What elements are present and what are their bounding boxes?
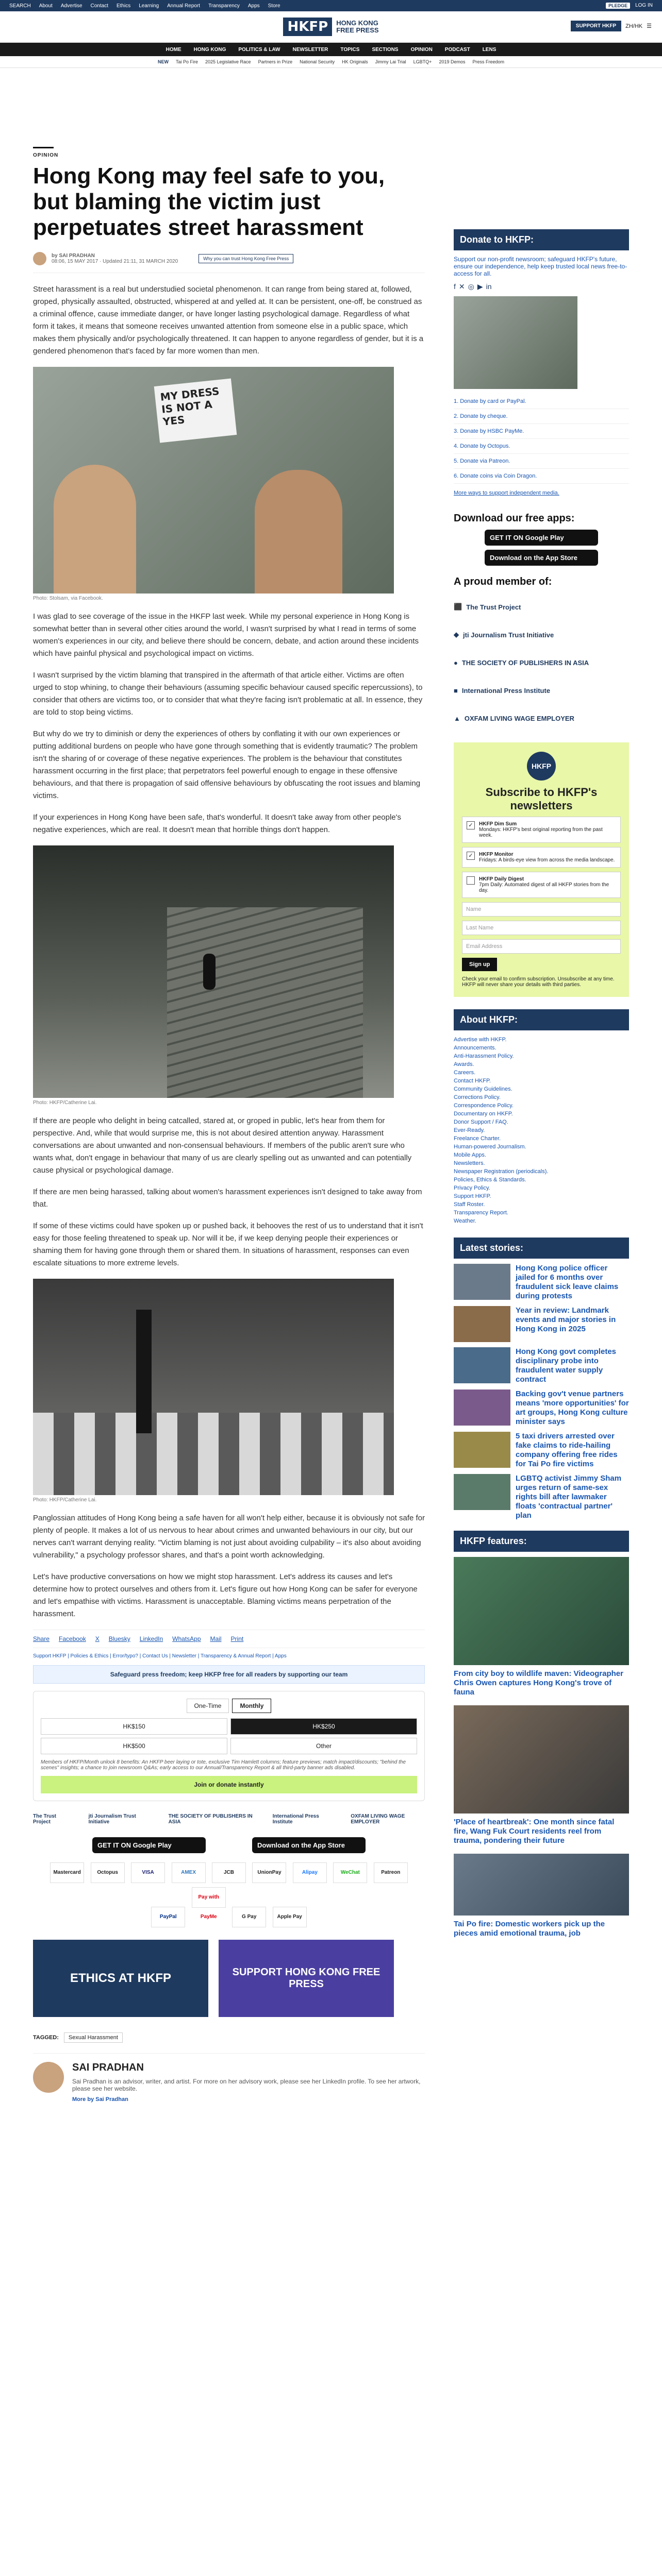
site-header <box>0 11 662 43</box>
staircase <box>167 907 363 1098</box>
donate-intro[interactable]: Support our non-profit newsroom; safeguard HKFP's future, ensure our independence, help keep trusted local news free-to-access for all. <box>454 256 627 277</box>
top-utility-bar <box>0 0 662 11</box>
about-link[interactable]: Privacy Policy. <box>454 1185 490 1191</box>
jcb-icon: JCB <box>212 1862 246 1883</box>
about-link[interactable]: Policies, Ethics & Standards. <box>454 1177 526 1183</box>
support-links[interactable]: Support HKFP | Policies & Ethics | Error/typo? | Contact Us | Newsletter | Transparency & Annual Report | Apps <box>33 1653 287 1659</box>
patreon-icon: Patreon <box>374 1862 408 1883</box>
donate-option[interactable]: 2. Donate by cheque. <box>454 409 629 424</box>
article-title: Hong Kong may feel safe to you, but blaming the victim just perpetuates street harassment <box>33 163 385 240</box>
site-logo[interactable] <box>283 18 378 36</box>
about-links <box>454 1030 629 1230</box>
member-oxfam[interactable]: ▲ OXFAM LIVING WAGE EMPLOYER <box>454 714 574 722</box>
newsletter-box <box>454 742 629 997</box>
about-link[interactable]: Transparency Report. <box>454 1210 508 1216</box>
about-link[interactable]: Careers. <box>454 1070 476 1076</box>
logo-mark: HKFP <box>283 18 332 36</box>
story-thumbnail <box>454 1432 510 1468</box>
amount-250[interactable]: HK$250 <box>230 1718 417 1735</box>
feature-stories <box>454 1557 629 1938</box>
support-promo[interactable]: SUPPORT HONG KONG FREE PRESS <box>219 1940 394 2017</box>
join-button[interactable]: Join or donate instantly <box>41 1776 417 1793</box>
member-heading: A proud member of: <box>454 576 552 587</box>
newsletter-note: Check your email to confirm subscription. Unsubscribe at any time. HKFP will never share your details with third parties. <box>462 976 615 988</box>
share-label[interactable]: Share <box>33 1635 50 1642</box>
trending-label: NEW <box>157 59 169 64</box>
paragraph: If some of these victims could have spoken up or pushed back, it behooves the rest of us to understand that it isn't easy for those feeling threatened to speak up. Nor will it be, if we keep denying people their experiences or shaming them for having gone through them or shared them. In situations of harassment, responses can even escalate situations to more extreme levels. <box>33 1222 423 1267</box>
email-field[interactable]: Email Address <box>462 939 621 954</box>
story-thumbnail <box>454 1306 510 1342</box>
tag-sexual-harassment[interactable]: Sexual Harassment <box>64 2032 123 2043</box>
topbar-right <box>606 3 653 9</box>
checkbox-icon[interactable] <box>467 876 475 885</box>
language-switch[interactable]: ZH/HK <box>625 23 643 29</box>
newsletter-option[interactable]: ✓ HKFP Dim Sum Mondays: HKFP's best original reporting from the past week. <box>462 817 621 843</box>
amount-500[interactable]: HK$500 <box>41 1738 227 1754</box>
story-thumbnail <box>454 1389 510 1426</box>
trending-item[interactable]: Partners in Prize <box>258 59 293 64</box>
last-name-field[interactable]: Last Name <box>462 921 621 935</box>
about-link[interactable]: Community Guidelines. <box>454 1086 512 1092</box>
store-link[interactable]: Store <box>268 3 280 9</box>
nav-lens[interactable]: LENS <box>482 46 496 53</box>
member-logos-row <box>33 1814 425 1825</box>
menu-icon[interactable]: ☰ <box>647 23 652 29</box>
about-link[interactable]: Documentary on HKFP. <box>454 1111 513 1117</box>
share-bluesky[interactable]: Bluesky <box>108 1635 130 1642</box>
share-whatsapp[interactable]: WhatsApp <box>172 1635 201 1642</box>
about-link[interactable]: Newsletters. <box>454 1160 485 1166</box>
latest-heading: Latest stories: <box>454 1238 629 1259</box>
kicker-rule <box>33 147 54 148</box>
oxfam-icon: ▲ <box>454 714 460 722</box>
header-actions <box>571 21 652 31</box>
sopa-icon: ● <box>454 658 458 667</box>
about-link[interactable]: Anti-Harassment Policy. <box>454 1053 514 1059</box>
about-link[interactable]: Weather. <box>454 1218 476 1224</box>
about-link[interactable]: Awards. <box>454 1061 474 1067</box>
donate-option[interactable]: 4. Donate by Octopus. <box>454 439 629 454</box>
byline-text <box>52 253 178 264</box>
share-facebook[interactable]: Facebook <box>59 1635 86 1642</box>
google-pay-icon: G Pay <box>232 1907 266 1927</box>
search-link[interactable]: SEARCH <box>9 3 31 9</box>
donate-option[interactable]: 1. Donate by card or PayPal. <box>454 394 629 409</box>
paragraph: If there are men being harassed, talking about women's harassment experiences isn't designed to take away from that. <box>33 1188 422 1209</box>
transparency-link[interactable]: Transparency <box>208 3 240 9</box>
about-link[interactable]: Human-powered Journalism. <box>454 1144 526 1150</box>
photo-caption: Photo: HKFP/Catherine Lai. <box>33 1497 97 1503</box>
google-play-badge[interactable]: GET IT ON Google Play <box>92 1837 206 1853</box>
trending-item[interactable]: National Security <box>300 59 335 64</box>
app-store-badge[interactable]: Download on the App Store <box>485 550 598 566</box>
octopus-icon: Octopus <box>91 1862 125 1883</box>
author-info <box>72 2062 425 2103</box>
pledge-button[interactable]: PLEDGE <box>606 3 630 9</box>
trust-project-logo[interactable]: The Trust Project <box>33 1814 57 1825</box>
amount-other[interactable]: Other <box>230 1738 417 1754</box>
tags-label: TAGGED: <box>33 2035 59 2041</box>
apps-link[interactable]: Apps <box>247 3 260 9</box>
about-link[interactable]: Staff Roster. <box>454 1201 485 1208</box>
author-avatar <box>33 252 46 265</box>
nav-sections[interactable]: SECTIONS <box>372 46 399 53</box>
nav-podcast[interactable]: PODCAST <box>444 46 470 53</box>
author-name[interactable]: by SAI PRADHAN <box>52 253 95 259</box>
checkbox-checked-icon[interactable]: ✓ <box>467 821 475 829</box>
about-link[interactable]: Announcements. <box>454 1045 496 1051</box>
amex-icon: AMEX <box>172 1862 206 1883</box>
app-store-badge[interactable]: Download on the App Store <box>252 1837 366 1853</box>
member-sopa[interactable]: ● THE SOCIETY OF PUBLISHERS IN ASIA <box>454 658 589 667</box>
author-bio: Sai Pradhan is an advisor, writer, and artist. For more on her advisory work, please see her LinkedIn profile. To see her artwork, please see her website. <box>72 2078 421 2092</box>
latest-story[interactable]: Year in review: Landmark events and major stories in Hong Kong in 2025 <box>454 1306 629 1342</box>
stairs-photo <box>33 845 394 1098</box>
linkedin-icon[interactable]: in <box>486 282 492 291</box>
person-figure <box>136 1310 152 1433</box>
features-heading: HKFP features: <box>454 1531 629 1552</box>
crosswalk <box>33 1413 394 1495</box>
sopa-logo[interactable]: THE SOCIETY OF PUBLISHERS IN ASIA <box>168 1814 253 1825</box>
paragraph: Let's have productive conversations on how we might stop harassment. Let's address its causes and let's determine how to protect ourselves and others from it. Let's figure out how Hong Kong can be safer for everyone and let's empathise with victims. Harassment is unacceptable. Blaming victims means perpetration of the harassment. <box>33 1572 418 1618</box>
article-kicker[interactable]: OPINION <box>33 152 59 158</box>
monthly-option[interactable]: Monthly <box>232 1699 271 1713</box>
paragraph: Panglossian attitudes of Hong Kong being a safe haven for all won't help either, because it is obviously not safe for plenty of people. It makes a lot of us nervous to hear about crimes and unwanted behaviours in our city, but our nerves can't warrant denying reality. "Victim blaming is not just about avoiding culpability – it's also about avoiding vulnerability," a psychology professor shares, and that's a point worth acknowledging. <box>33 1514 425 1560</box>
person-figure <box>203 954 216 990</box>
amount-150[interactable]: HK$150 <box>41 1718 227 1735</box>
visa-icon: VISA <box>131 1862 165 1883</box>
feature-title[interactable]: 'Place of heartbreak': One month since fatal fire, Wang Fuk Court residents reel from trauma, pondering their future <box>454 1818 615 1845</box>
member-jti[interactable]: ◆ jti Journalism Trust Initiative <box>454 631 554 639</box>
member-benefits-note: Members of HKFP/Month unlock 8 benefits: An HKFP beer laying or tote, exclusive Tim Hamlett columns; feature previews; match impact/discounts; "behind the scenes" insights; a chance to join newsroom Q&As; early access to our Annual/Transparency Report & all third-party banner ads disabled. <box>41 1759 406 1771</box>
wechat-pay-icon: WeChat <box>333 1862 367 1883</box>
about-link[interactable]: Support HKFP. <box>454 1193 491 1199</box>
social-icons <box>454 282 629 291</box>
article-date: 08:06, 15 MAY 2017 · Updated 21:11, 31 MARCH 2020 <box>52 259 178 264</box>
unionpay-icon: UnionPay <box>252 1862 286 1883</box>
share-bar <box>33 1630 425 1648</box>
nav-home[interactable]: HOME <box>166 46 181 53</box>
ipi-icon: ■ <box>454 686 458 694</box>
checkbox-checked-icon[interactable]: ✓ <box>467 852 475 860</box>
byline <box>33 252 425 273</box>
main-nav <box>0 43 662 56</box>
ethics-link[interactable]: Ethics <box>116 3 131 9</box>
learning-link[interactable]: Learning <box>139 3 159 9</box>
ethics-promo[interactable]: ETHICS AT HKFP <box>33 1940 208 2017</box>
more-ways-link[interactable]: More ways to support independent media. <box>454 490 559 496</box>
mastercard-icon: Mastercard <box>50 1862 84 1883</box>
hkfp-badge-icon: HKFP <box>527 752 556 781</box>
about-link[interactable]: Corrections Policy. <box>454 1094 501 1100</box>
donate-option[interactable]: 6. Donate coins via Coin Dragon. <box>454 469 629 484</box>
sidebar <box>454 229 629 1938</box>
latest-story[interactable]: LGBTQ activist Jimmy Sham urges return of same-sex rights bill after lawmaker floats 'contractual partner' plan <box>454 1474 629 1520</box>
donate-option[interactable]: 3. Donate by HSBC PayMe. <box>454 424 629 439</box>
oxfam-logo[interactable]: OXFAM LIVING WAGE EMPLOYER <box>351 1814 405 1825</box>
author-avatar <box>33 2062 64 2093</box>
apple-pay-icon: Apple Pay <box>273 1907 307 1927</box>
google-play-badge[interactable]: GET IT ON Google Play <box>485 530 598 546</box>
signup-button[interactable]: Sign up <box>462 958 497 971</box>
crossing-photo <box>33 1279 394 1495</box>
trending-item[interactable]: Tai Po Fire <box>175 59 198 64</box>
about-link[interactable]: Donor Support / FAQ. <box>454 1119 508 1125</box>
first-name-field[interactable]: Name <box>462 902 621 917</box>
latest-story[interactable]: Hong Kong police officer jailed for 6 months over fraudulent sick leave claims during protests <box>454 1264 629 1301</box>
nav-opinion[interactable]: OPINION <box>410 46 433 53</box>
photo-caption: Photo: HKFP/Catherine Lai. <box>33 1100 97 1106</box>
instagram-icon[interactable]: ◎ <box>468 282 474 291</box>
paragraph: I was glad to see coverage of the issue in the HKFP last week. While my personal experience in Hong Kong is somewhat better than in several other cities around the world, I wasn't surprised by what I read in terms of some women's experiences in our city, and believe there should be concern, debate, and action around these incidents which have painful physical and psychological impact on victims. <box>33 612 419 658</box>
contact-link[interactable]: Contact <box>90 3 108 9</box>
trending-item[interactable]: 2019 Demos <box>439 59 466 64</box>
youtube-icon[interactable]: ▶ <box>477 282 483 291</box>
trending-item[interactable]: HK Originals <box>342 59 368 64</box>
frequency-toggle <box>41 1699 417 1713</box>
newsletter-option[interactable]: ✓ HKFP Monitor Fridays: A birds-eye view from across the media landscape. <box>462 847 621 868</box>
trending-item[interactable]: Jimmy Lai Trial <box>375 59 406 64</box>
latest-stories <box>454 1264 629 1520</box>
nav-topics[interactable]: TOPICS <box>340 46 360 53</box>
latest-story[interactable]: Hong Kong govt completes disciplinary probe into fraudulent water supply contract <box>454 1347 629 1384</box>
nav-politics[interactable]: POLITICS & LAW <box>238 46 280 53</box>
about-link[interactable]: Contact HKFP. <box>454 1078 491 1084</box>
protest-photo <box>33 367 394 594</box>
paragraph: But why do we try to diminish or deny the experiences of others by conflating it with our own experiences or putting additional burdens on people who have gone through something that is evidently traumatic? The problem isn't the sharing of or coverage of these negative experiences. The problem is the behaviour that constitutes harassment occurring in the first place; that perpetrators feel powerful enough to engage in these offensive behaviours, and that there is propagation of said offensive behaviours by obfuscating the root issues and blaming victims. <box>33 730 421 800</box>
photo-caption: Photo: Stolsam, via Facebook. <box>33 596 103 601</box>
story-thumbnail <box>454 1264 510 1300</box>
jti-icon: ◆ <box>454 631 459 638</box>
ipi-logo[interactable]: International Press Institute <box>272 1814 319 1825</box>
story-thumbnail <box>454 1347 510 1383</box>
payment-logos <box>33 1860 425 1929</box>
donation-panel <box>33 1691 425 1801</box>
feature-image[interactable] <box>454 1854 629 1916</box>
person-figure <box>54 465 136 594</box>
feature-image[interactable] <box>454 1705 629 1814</box>
person-figure <box>255 470 342 594</box>
login-link[interactable]: LOG IN <box>635 3 653 8</box>
support-banner[interactable]: Safeguard press freedom; keep HKFP free for all readers by supporting our team <box>33 1665 425 1684</box>
story-thumbnail <box>454 1474 510 1510</box>
advertise-link[interactable]: Advertise <box>60 3 82 9</box>
about-link[interactable]: Correspondence Policy. <box>454 1103 514 1109</box>
payme-icon: Pay with PayMe <box>192 1887 226 1908</box>
jti-logo[interactable]: jti Journalism Trust Initiative <box>88 1814 136 1825</box>
donate-heading: Donate to HKFP: <box>454 229 629 250</box>
paypal-icon: PayPal <box>151 1907 185 1927</box>
one-time-option[interactable]: One-Time <box>187 1699 229 1713</box>
donate-options <box>454 394 629 502</box>
facebook-icon[interactable]: f <box>454 282 456 291</box>
donate-image <box>454 296 577 389</box>
feature-title[interactable]: From city boy to wildlife maven: Videographer Chris Owen captures Hong Kong's trove of fauna <box>454 1669 623 1697</box>
promo-banners <box>33 1940 425 2017</box>
about-heading: About HKFP: <box>454 1009 629 1030</box>
newsletter-title: Subscribe to HKFP's newsletters <box>485 786 598 812</box>
author-name[interactable]: SAI PRADHAN <box>72 2062 144 2073</box>
share-x[interactable]: X <box>95 1635 100 1642</box>
feature-image[interactable] <box>454 1557 629 1665</box>
support-hkfp-button[interactable]: SUPPORT HKFP <box>571 21 621 31</box>
about-link[interactable]: Advertise with HKFP. <box>454 1037 507 1043</box>
why-trust-button[interactable]: Why you can trust Hong Kong Free Press <box>198 254 293 263</box>
paragraph: Street harassment is a real but understudied societal phenomenon. It can range from being stared at, followed, groped, physically assaulted, obstructed, whispered at and yelled at. It can be persistent, one-off, be construed as a criminal offence, cause immediate danger, or have longer lasting psychological damage. Regardless of what form it takes, it means that someone receives unwanted attention from someone else in a public space, which makes them physically and/or psychologically threatened. It can happen to anyone regardless of gender, but it is a gendered phenomenon that's faced by far more women than men. <box>33 285 424 355</box>
member-ipi[interactable]: ■ International Press Institute <box>454 686 551 694</box>
trending-item[interactable]: 2025 Legislative Race <box>205 59 251 64</box>
tags-row <box>33 2032 425 2043</box>
author-box <box>33 2053 425 2103</box>
logo-text: HONG KONG FREE PRESS <box>336 19 379 34</box>
share-print[interactable]: Print <box>230 1635 244 1642</box>
newsletter-option[interactable]: HKFP Daily Digest 7pm Daily: Automated digest of all HKFP stories from the day. <box>462 872 621 898</box>
about-link[interactable]: Ever-Ready. <box>454 1127 485 1133</box>
paragraph: If there are people who delight in being catcalled, stared at, or groped in public, let's hear from them for perspective. And, while that would surprise me, this is not about desired attention anyway. Harassment conversations are about unwanted and non-consensual behaviours. If members of the public aren't sure who wants what, don't engage in behaviour that many of us are clearly spelling out as unwanted and can potentially cause physical or psychological damage. <box>33 1116 412 1175</box>
paragraph: If your experiences in Hong Kong have been safe, that's wonderful. It doesn't take away from other people's negative experiences, which are real. It doesn't mean that horrible things don't happen. <box>33 813 402 834</box>
nav-hong-kong[interactable]: HONG KONG <box>193 46 226 53</box>
about-link[interactable]: About <box>39 3 53 9</box>
share-linkedin[interactable]: LinkedIn <box>139 1635 163 1642</box>
bottom-app-badges <box>33 1837 425 1853</box>
apps-heading: Download our free apps: <box>454 513 575 524</box>
alipay-icon: Alipay <box>293 1862 327 1883</box>
about-link[interactable]: Freelance Charter. <box>454 1136 501 1142</box>
about-link[interactable]: Newspaper Registration (periodicals). <box>454 1168 549 1175</box>
trending-bar <box>0 56 662 68</box>
feature-title[interactable]: Tai Po fire: Domestic workers pick up the pieces amid emotional trauma, job <box>454 1920 605 1938</box>
trending-item[interactable]: LGBTQ+ <box>413 59 432 64</box>
share-mail[interactable]: Mail <box>210 1635 222 1642</box>
latest-story[interactable]: 5 taxi drivers arrested over fake claims to ride-hailing company offering free rides for Tai Po fire victims <box>454 1432 629 1469</box>
about-link[interactable]: Mobile Apps. <box>454 1152 486 1158</box>
protest-sign: MY DRESS IS NOT A YES <box>154 378 237 443</box>
donate-option[interactable]: 5. Donate via Patreon. <box>454 454 629 469</box>
annual-report-link[interactable]: Annual Report <box>167 3 201 9</box>
paragraph: I wasn't surprised by the victim blaming that transpired in the aftermath of that article either. Victims are often urged to stop whining, to change their behaviours (assuming specific behaviour caused specific repercussions), to consider that others are victims too, or to consider that what they're facing isn't problematic at all. In essence, they are told to stop being victims. <box>33 671 423 717</box>
trust-project-icon: ⬛ <box>454 603 462 611</box>
member-trust-project[interactable]: ⬛ The Trust Project <box>454 603 521 611</box>
x-icon[interactable]: ✕ <box>458 282 465 291</box>
more-by-author-link[interactable]: More by Sai Pradhan <box>72 2096 128 2103</box>
article-column <box>33 147 425 2103</box>
amount-options <box>41 1718 417 1754</box>
nav-newsletter[interactable]: NEWSLETTER <box>292 46 328 53</box>
trending-item[interactable]: Press Freedom <box>472 59 504 64</box>
latest-story[interactable]: Backing gov't venue partners means 'more opportunities' for art groups, Hong Kong culture minister says <box>454 1389 629 1427</box>
